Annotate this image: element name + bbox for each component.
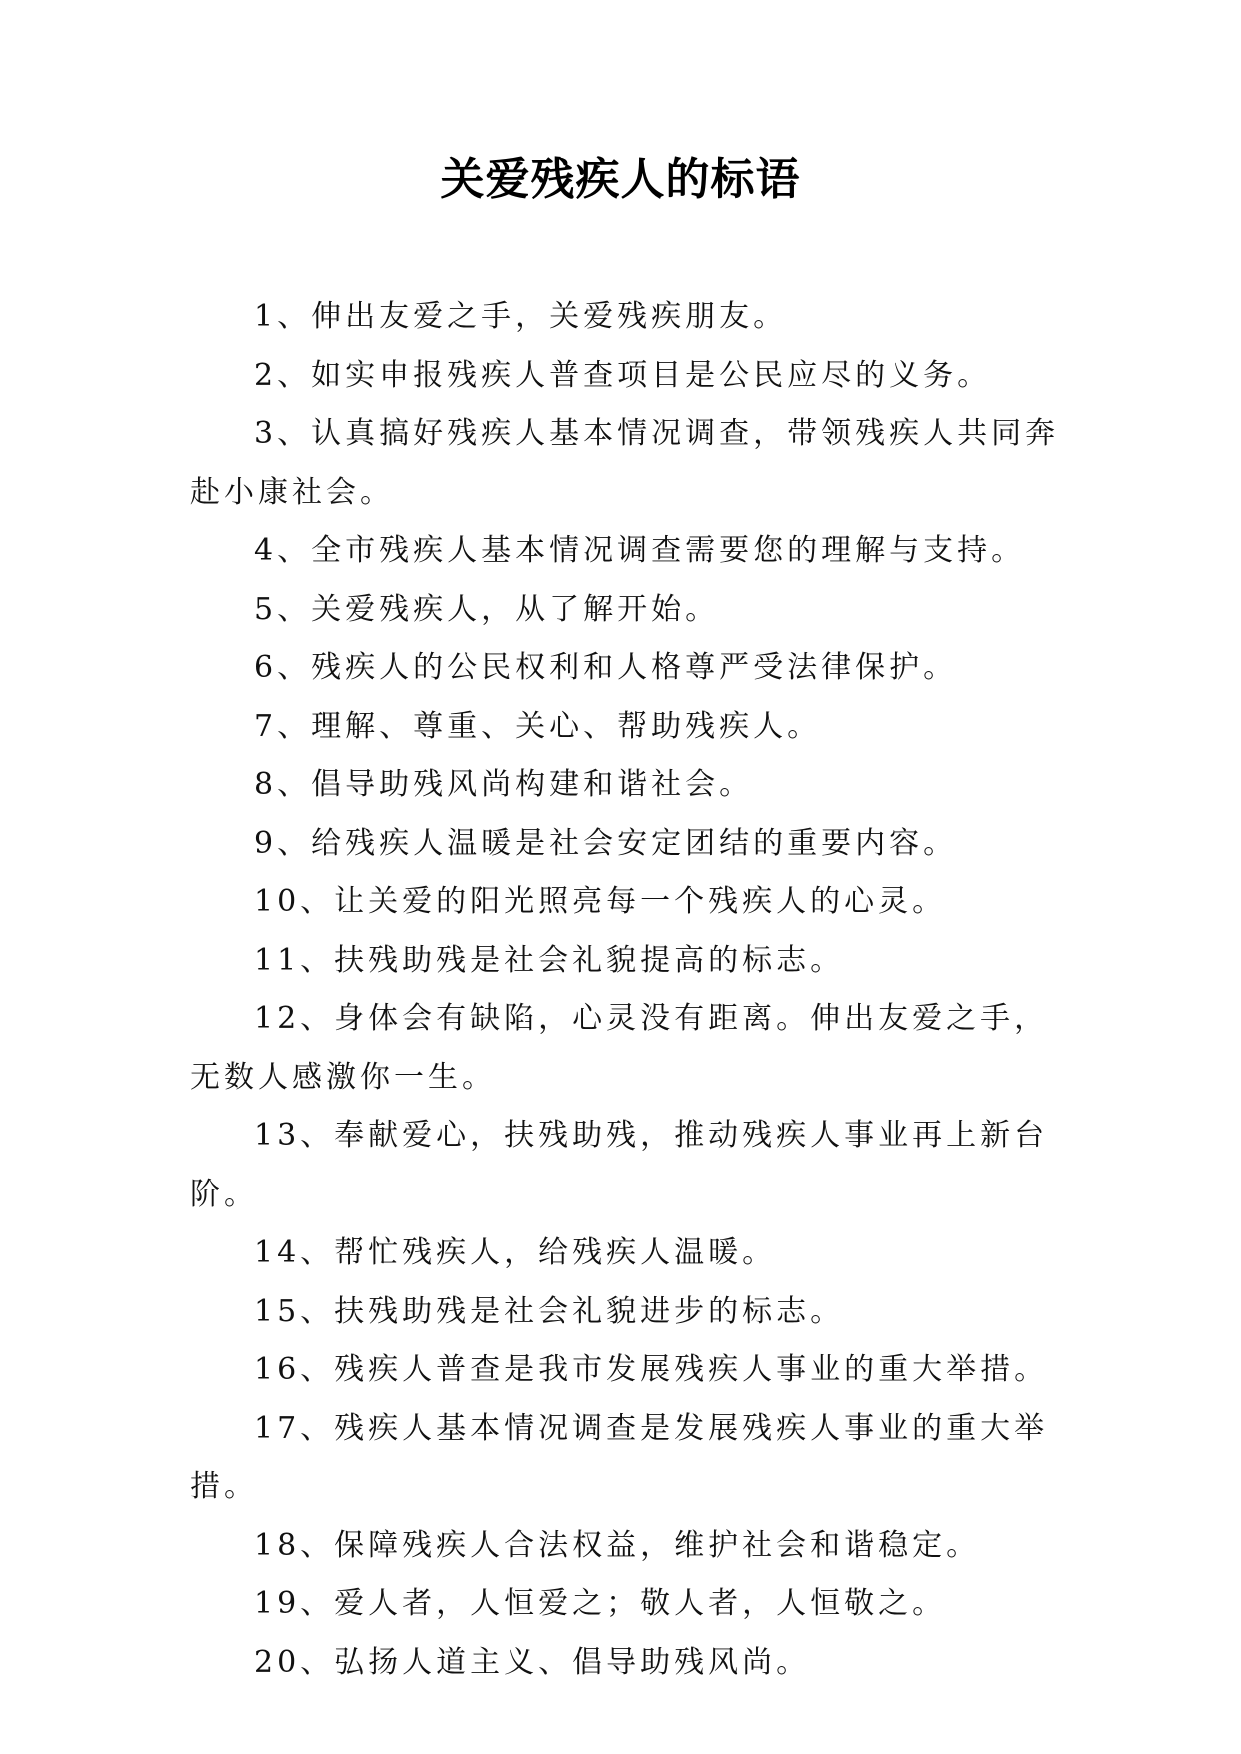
slogan-item: 1、伸出友爱之手，关爱残疾朋友。 — [254, 299, 788, 334]
slogan-item: 15、扶残助残是社会礼貌进步的标志。 — [254, 1293, 845, 1329]
slogan-item: 11、扶残助残是社会礼貌提高的标志。 — [254, 942, 845, 978]
slogan-item: 7、理解、尊重、关心、帮助残疾人。 — [254, 708, 822, 744]
slogan-item: 20、弘扬人道主义、倡导助残风尚。 — [254, 1644, 811, 1680]
slogan-item: 4、全市残疾人基本情况调查需要您的理解与支持。 — [254, 533, 1026, 568]
slogan-item: 19、爱人者，人恒爱之；敬人者，人恒敬之。 — [254, 1586, 947, 1621]
slogan-item: 2、如实申报残疾人普查项目是公民应尽的义务。 — [254, 357, 992, 393]
slogan-item: 10、让关爱的阳光照亮每一个残疾人的心灵。 — [254, 884, 947, 919]
slogan-item: 5、关爱残疾人，从了解开始。 — [254, 591, 720, 627]
slogan-item: 6、残疾人的公民权利和人格尊严受法律保护。 — [254, 650, 958, 685]
slogan-item: 18、保障残疾人合法权益，维护社会和谐稳定。 — [254, 1527, 981, 1563]
slogan-item: 12、身体会有缺陷，心灵没有距离。伸出友爱之手，无数人感激你一生。 — [190, 1001, 1049, 1095]
slogan-item: 8、倡导助残风尚构建和谐社会。 — [254, 767, 754, 802]
slogan-item: 13、奉献爱心，扶残助残，推动残疾人事业再上新台阶。 — [190, 1118, 1049, 1212]
slogan-item: 16、残疾人普查是我市发展残疾人事业的重大举措。 — [254, 1352, 1049, 1387]
document-title: 关爱残疾人的标语 — [440, 154, 801, 205]
slogan-list — [190, 288, 1060, 1692]
slogan-item: 17、残疾人基本情况调查是发展残疾人事业的重大举措。 — [190, 1410, 1049, 1504]
slogan-item: 3、认真搞好残疾人基本情况调查，带领残疾人共同奔赴小康社会。 — [190, 416, 1060, 510]
slogan-item: 14、帮忙残疾人，给残疾人温暖。 — [254, 1235, 777, 1270]
slogan-item: 9、给残疾人温暖是社会安定团结的重要内容。 — [254, 825, 958, 861]
